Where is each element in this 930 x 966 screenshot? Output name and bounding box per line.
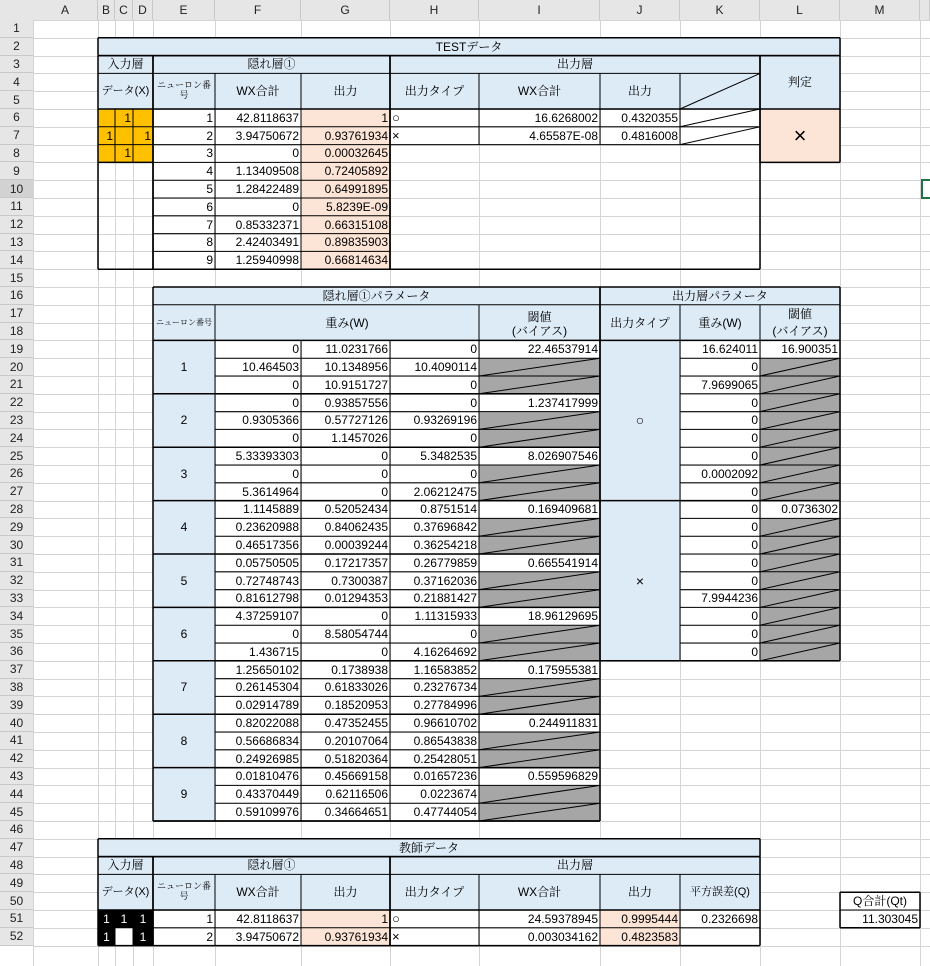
select-all-corner[interactable] bbox=[0, 0, 33, 20]
hidden-wx-sum[interactable]: 42.8118637 bbox=[236, 110, 299, 125]
teacher-input-cell[interactable]: 1 bbox=[139, 929, 147, 944]
hidden-output[interactable]: 0.66315108 bbox=[324, 217, 388, 232]
weight-cell[interactable]: 8.58054744 bbox=[324, 627, 388, 642]
hidden-output[interactable]: 0.93761934 bbox=[324, 128, 388, 143]
bias-cell[interactable]: 8.026907546 bbox=[527, 449, 598, 464]
hidden-neuron-number[interactable]: 4 bbox=[206, 164, 213, 179]
weight-cell[interactable]: 4.16264692 bbox=[413, 644, 477, 659]
teacher-input-cell[interactable]: 1 bbox=[103, 929, 110, 944]
weight-cell[interactable]: 0 bbox=[470, 342, 477, 357]
weight-cell[interactable]: 0 bbox=[381, 644, 388, 659]
weight-cell[interactable]: 0 bbox=[381, 466, 388, 481]
row-header-15[interactable]: 15 bbox=[0, 269, 33, 287]
teacher-sq-err-value[interactable]: 0.2326698 bbox=[701, 911, 758, 926]
row-header-29[interactable]: 29 bbox=[0, 518, 33, 536]
weight-cell[interactable]: 1.16583852 bbox=[413, 662, 477, 677]
weight-cell[interactable]: 0 bbox=[292, 431, 299, 446]
weight-cell[interactable]: 5.3482535 bbox=[420, 449, 477, 464]
weight-cell[interactable]: 0.86543838 bbox=[413, 733, 477, 748]
row-header-5[interactable]: 5 bbox=[0, 91, 33, 109]
teacher-hidden-wx-sum[interactable]: 42.8118637 bbox=[236, 911, 299, 926]
weight-cell[interactable]: 4.37259107 bbox=[235, 609, 299, 624]
out-weight-cell[interactable]: 0 bbox=[751, 360, 758, 375]
weight-cell[interactable]: 0.1738938 bbox=[331, 662, 388, 677]
weight-cell[interactable]: 0.62116506 bbox=[325, 787, 388, 802]
row-header-50[interactable]: 50 bbox=[0, 892, 33, 910]
hidden-output[interactable]: 0.66814634 bbox=[324, 253, 388, 268]
param-neuron-number[interactable]: 6 bbox=[180, 627, 188, 642]
bias-cell[interactable]: 22.46537914 bbox=[527, 342, 598, 357]
teacher-hidden-output[interactable]: 0.93761934 bbox=[324, 929, 388, 944]
params-bias-label-1[interactable]: 閾値 bbox=[527, 309, 552, 324]
input-cell[interactable]: 1 bbox=[124, 110, 131, 125]
row-header-47[interactable]: 47 bbox=[0, 839, 33, 857]
output-wx-sum[interactable]: 16.6268002 bbox=[534, 110, 598, 125]
weight-cell[interactable]: 0 bbox=[292, 342, 299, 357]
out-weight-cell[interactable]: 0 bbox=[751, 502, 758, 517]
out-params-bias-label-1[interactable]: 閾値 bbox=[787, 306, 812, 321]
row-header-10[interactable]: 10 bbox=[0, 180, 33, 198]
out-type-circle[interactable]: ○ bbox=[635, 412, 645, 429]
row-header-25[interactable]: 25 bbox=[0, 447, 33, 465]
out-weight-cell[interactable]: 0 bbox=[751, 449, 758, 464]
judgement-result[interactable]: × bbox=[793, 122, 807, 148]
row-header-21[interactable]: 21 bbox=[0, 376, 33, 394]
bias-empty-cell bbox=[479, 732, 600, 768]
teacher-neuron-no-label[interactable]: ニューロン番号 bbox=[156, 881, 211, 902]
output-params-title[interactable]: 出力層パラメータ bbox=[672, 288, 768, 303]
out-type-cross[interactable]: × bbox=[635, 572, 645, 589]
teacher-input-white-cell bbox=[115, 928, 133, 946]
weight-cell[interactable]: 0 bbox=[381, 449, 388, 464]
hidden-wx-sum[interactable]: 1.25940998 bbox=[235, 253, 299, 268]
weight-cell[interactable]: 0.7300387 bbox=[331, 573, 388, 588]
hidden-neuron-number[interactable]: 2 bbox=[206, 128, 213, 143]
teacher-input-cell[interactable]: 1 bbox=[120, 911, 128, 926]
column-header-a[interactable]: A bbox=[33, 0, 98, 20]
teacher-wx-sum-label[interactable]: WX合計 bbox=[236, 884, 280, 899]
row-header-11[interactable]: 11 bbox=[0, 198, 33, 216]
test-hidden-output-label[interactable]: 出力 bbox=[333, 84, 358, 99]
teacher-output-wx-sum[interactable]: 0.003034162 bbox=[527, 929, 598, 944]
weight-cell[interactable]: 0.02914789 bbox=[235, 698, 299, 713]
row-header-46[interactable]: 46 bbox=[0, 821, 33, 839]
weight-cell[interactable]: 0.34664651 bbox=[324, 805, 388, 820]
row-header-38[interactable]: 38 bbox=[0, 679, 33, 697]
weight-cell[interactable]: 0.59109976 bbox=[235, 805, 299, 820]
param-neuron-number[interactable]: 4 bbox=[180, 520, 188, 535]
weight-cell[interactable]: 1.11315933 bbox=[414, 609, 477, 624]
weight-cell[interactable]: 0 bbox=[470, 395, 477, 410]
weight-cell[interactable]: 0.17217357 bbox=[324, 555, 388, 570]
weight-cell[interactable]: 1.1145889 bbox=[243, 502, 299, 517]
hidden-wx-sum[interactable]: 1.13409508 bbox=[235, 164, 299, 179]
row-header-52[interactable]: 52 bbox=[0, 928, 33, 946]
row-header-34[interactable]: 34 bbox=[0, 607, 33, 625]
row-header-14[interactable]: 14 bbox=[0, 251, 33, 269]
out-weight-cell[interactable]: 0.0002092 bbox=[701, 466, 758, 481]
out-params-type-label[interactable]: 出力タイプ bbox=[610, 315, 670, 330]
q-total-label[interactable]: Q合計(Qt) bbox=[853, 894, 907, 909]
row-header-33[interactable]: 33 bbox=[0, 590, 33, 608]
row-header-35[interactable]: 35 bbox=[0, 625, 33, 643]
row-header-27[interactable]: 27 bbox=[0, 483, 33, 501]
row-header-19[interactable]: 19 bbox=[0, 340, 33, 358]
teacher-sq-err-label[interactable]: 平方誤差(Q) bbox=[690, 885, 750, 898]
weight-cell[interactable]: 1.1457026 bbox=[331, 431, 388, 446]
weight-cell[interactable]: 0 bbox=[292, 377, 299, 392]
weight-cell[interactable]: 0.23620988 bbox=[235, 520, 299, 535]
param-neuron-number[interactable]: 1 bbox=[180, 360, 188, 375]
weight-cell[interactable]: 0.46517356 bbox=[235, 538, 299, 553]
row-header-51[interactable]: 51 bbox=[0, 910, 33, 928]
teacher-output-type-symbol[interactable]: ○ bbox=[392, 911, 400, 927]
column-header-c[interactable]: C bbox=[115, 0, 133, 20]
teacher-hidden-layer-label[interactable]: 隠れ層① bbox=[247, 858, 296, 873]
weight-cell[interactable]: 0.27784996 bbox=[413, 698, 477, 713]
out-weight-cell[interactable]: 0 bbox=[751, 609, 758, 624]
row-header-3[interactable]: 3 bbox=[0, 56, 33, 74]
bias-cell[interactable]: 0.169409681 bbox=[527, 502, 598, 517]
hidden-neuron-number[interactable]: 8 bbox=[206, 235, 213, 250]
weight-cell[interactable]: 10.9151727 bbox=[324, 377, 388, 392]
hidden-wx-sum[interactable]: 0.85332371 bbox=[235, 217, 299, 232]
out-params-weights-label[interactable]: 重み(W) bbox=[698, 315, 742, 330]
row-header-18[interactable]: 18 bbox=[0, 323, 33, 341]
row-header-31[interactable]: 31 bbox=[0, 554, 33, 572]
bias-cell[interactable]: 0.559596829 bbox=[527, 769, 598, 784]
column-header-k[interactable]: K bbox=[680, 0, 760, 20]
row-header-39[interactable]: 39 bbox=[0, 696, 33, 714]
weight-cell[interactable]: 10.464503 bbox=[242, 360, 299, 375]
hidden-output[interactable]: 0.89835903 bbox=[324, 235, 388, 250]
weight-cell[interactable]: 0.00039244 bbox=[324, 538, 388, 553]
weight-cell[interactable]: 10.4090114 bbox=[414, 360, 477, 375]
teacher-hidden-output[interactable]: 1 bbox=[381, 911, 388, 926]
hidden-neuron-number[interactable]: 6 bbox=[206, 199, 213, 214]
out-weight-cell[interactable]: 0 bbox=[751, 538, 758, 553]
row-header-23[interactable]: 23 bbox=[0, 412, 33, 430]
weight-cell[interactable]: 0.23276734 bbox=[413, 680, 477, 695]
weight-cell[interactable]: 1.436715 bbox=[248, 644, 299, 659]
hidden-neuron-number[interactable]: 9 bbox=[206, 253, 213, 268]
param-neuron-number[interactable]: 8 bbox=[180, 733, 188, 748]
out-bias-cell[interactable]: 16.900351 bbox=[781, 342, 838, 357]
weight-cell[interactable]: 0.26779859 bbox=[413, 555, 477, 570]
input-cell[interactable]: 1 bbox=[106, 128, 113, 143]
weight-cell[interactable]: 2.06212475 bbox=[413, 484, 477, 499]
out-weight-cell[interactable]: 16.624011 bbox=[702, 342, 758, 357]
test-output-type-label[interactable]: 出力タイプ bbox=[404, 84, 465, 99]
gridline-horizontal bbox=[33, 20, 930, 21]
teacher-output-type-symbol[interactable]: × bbox=[392, 929, 400, 945]
weight-cell[interactable]: 0 bbox=[470, 627, 477, 642]
weight-cell[interactable]: 0.93269196 bbox=[413, 413, 477, 428]
weight-cell[interactable]: 0.96610702 bbox=[413, 716, 477, 731]
weight-cell[interactable]: 0.0223674 bbox=[420, 787, 477, 802]
out-weight-cell[interactable]: 0 bbox=[751, 644, 758, 659]
row-header-43[interactable]: 43 bbox=[0, 768, 33, 786]
row-header-12[interactable]: 12 bbox=[0, 216, 33, 234]
row-header-42[interactable]: 42 bbox=[0, 750, 33, 768]
weight-cell[interactable]: 0.18520953 bbox=[324, 698, 388, 713]
param-neuron-number[interactable]: 9 bbox=[180, 787, 188, 802]
weight-cell[interactable]: 0.45669158 bbox=[324, 769, 388, 784]
row-header-20[interactable]: 20 bbox=[0, 358, 33, 376]
row-header-45[interactable]: 45 bbox=[0, 803, 33, 821]
weight-cell[interactable]: 0.61833026 bbox=[324, 680, 388, 695]
hidden-output[interactable]: 5.8239E-09 bbox=[325, 199, 388, 214]
teacher-output-wx-label[interactable]: WX合計 bbox=[517, 885, 562, 900]
hidden-output[interactable]: 1 bbox=[381, 110, 388, 125]
bias-cell[interactable]: 18.96129695 bbox=[527, 609, 598, 624]
test-wx-sum-label[interactable]: WX合計 bbox=[236, 83, 280, 98]
param-neuron-number[interactable]: 5 bbox=[180, 573, 188, 588]
hidden-neuron-number[interactable]: 1 bbox=[206, 110, 213, 125]
column-header-i[interactable]: I bbox=[479, 0, 600, 20]
hidden-wx-sum[interactable]: 2.42403491 bbox=[235, 235, 299, 250]
input-cell[interactable]: 1 bbox=[124, 146, 131, 161]
weight-cell[interactable]: 0 bbox=[292, 627, 299, 642]
test-judgement-label[interactable]: 判定 bbox=[787, 75, 812, 90]
teacher-output-layer-label[interactable]: 出力層 bbox=[556, 858, 593, 873]
hidden-output[interactable]: 0.00032645 bbox=[324, 146, 388, 161]
weight-cell[interactable]: 0.01810476 bbox=[235, 769, 299, 784]
teacher-input-cell[interactable]: 1 bbox=[139, 911, 147, 926]
row-header-48[interactable]: 48 bbox=[0, 857, 33, 875]
bias-empty-cell bbox=[479, 358, 600, 394]
output-value[interactable]: 0.4320355 bbox=[621, 110, 678, 125]
column-header-b[interactable]: B bbox=[98, 0, 115, 20]
test-title[interactable]: TESTデータ bbox=[435, 39, 503, 54]
teacher-hidden-output-label[interactable]: 出力 bbox=[333, 885, 358, 900]
row-header-4[interactable]: 4 bbox=[0, 73, 33, 91]
bias-empty-cell bbox=[479, 679, 600, 715]
teacher-hidden-neuron-number[interactable]: 1 bbox=[206, 911, 213, 926]
gridline-horizontal bbox=[33, 946, 930, 947]
weight-cell[interactable]: 0.24926985 bbox=[235, 751, 299, 766]
weight-cell[interactable]: 1.25650102 bbox=[235, 662, 299, 677]
weight-cell[interactable]: 0.43370449 bbox=[235, 787, 299, 802]
row-header-44[interactable]: 44 bbox=[0, 785, 33, 803]
column-header-g[interactable]: G bbox=[301, 0, 390, 20]
hidden-wx-sum[interactable]: 0 bbox=[292, 199, 299, 214]
weight-cell[interactable]: 0.37162036 bbox=[413, 573, 477, 588]
row-header-7[interactable]: 7 bbox=[0, 127, 33, 145]
teacher-data-x-label[interactable]: データ(X) bbox=[101, 885, 150, 898]
out-weight-cell[interactable]: 0 bbox=[751, 413, 758, 428]
weight-cell[interactable]: 0.9305366 bbox=[242, 413, 299, 428]
q-total-value[interactable]: 11.303045 bbox=[862, 911, 918, 926]
row-header-1[interactable]: 1 bbox=[0, 20, 33, 38]
param-neuron-number[interactable]: 3 bbox=[180, 466, 188, 481]
params-neuron-no-label[interactable]: ニューロン番号 bbox=[156, 317, 212, 327]
weight-cell[interactable]: 0.93857556 bbox=[324, 395, 388, 410]
weight-cell[interactable]: 0.37696842 bbox=[413, 520, 477, 535]
out-weight-cell[interactable]: 0 bbox=[751, 573, 758, 588]
weight-cell[interactable]: 0 bbox=[292, 395, 299, 410]
output-type-symbol[interactable]: ○ bbox=[392, 110, 400, 126]
out-weight-cell[interactable]: 0 bbox=[751, 431, 758, 446]
row-header-49[interactable]: 49 bbox=[0, 874, 33, 892]
row-header-22[interactable]: 22 bbox=[0, 394, 33, 412]
row-header-6[interactable]: 6 bbox=[0, 109, 33, 127]
param-neuron-number[interactable]: 2 bbox=[180, 413, 188, 428]
teacher-output-value[interactable]: 0.4823583 bbox=[621, 929, 678, 944]
row-header-13[interactable]: 13 bbox=[0, 234, 33, 252]
out-bias-cell[interactable]: 0.0736302 bbox=[781, 502, 838, 517]
hidden-output[interactable]: 0.72405892 bbox=[324, 164, 388, 179]
test-output-label[interactable]: 出力 bbox=[627, 84, 652, 99]
hidden-wx-sum[interactable]: 1.28422489 bbox=[235, 182, 299, 197]
bias-empty-cell bbox=[479, 572, 600, 608]
row-header-30[interactable]: 30 bbox=[0, 536, 33, 554]
weight-cell[interactable]: 0.56686834 bbox=[235, 733, 299, 748]
output-value[interactable]: 0.4816008 bbox=[621, 128, 678, 143]
out-weight-cell[interactable]: 0 bbox=[751, 627, 758, 642]
weight-cell[interactable]: 11.0231766 bbox=[325, 342, 388, 357]
bias-empty-cell bbox=[479, 785, 600, 821]
out-weight-cell[interactable]: 0 bbox=[751, 520, 758, 535]
out-weight-cell[interactable]: 7.9699065 bbox=[701, 377, 758, 392]
hidden-params-title[interactable]: 隠れ層①パラメータ bbox=[322, 288, 431, 303]
teacher-output-label[interactable]: 出力 bbox=[627, 885, 652, 900]
weight-cell[interactable]: 0 bbox=[381, 484, 388, 499]
column-header-m[interactable]: M bbox=[840, 0, 920, 20]
out-weight-cell[interactable]: 0 bbox=[751, 395, 758, 410]
weight-cell[interactable]: 0 bbox=[381, 609, 388, 624]
column-header-e[interactable]: E bbox=[153, 0, 215, 20]
params-bias-label-2[interactable]: (バイアス) bbox=[511, 324, 568, 339]
test-data-x-label[interactable]: データ(X) bbox=[101, 84, 150, 97]
row-header-40[interactable]: 40 bbox=[0, 714, 33, 732]
test-input-layer-label[interactable]: 入力層 bbox=[107, 57, 144, 72]
input-cell[interactable]: 1 bbox=[144, 128, 151, 143]
teacher-output-wx-sum[interactable]: 24.59378945 bbox=[527, 911, 598, 926]
gridline-horizontal bbox=[33, 821, 930, 822]
weight-cell[interactable]: 0 bbox=[292, 466, 299, 481]
weight-cell[interactable]: 5.33393303 bbox=[235, 449, 299, 464]
teacher-input-cell[interactable]: 1 bbox=[103, 911, 110, 926]
row-header-36[interactable]: 36 bbox=[0, 643, 33, 661]
teacher-output-value[interactable]: 0.9995444 bbox=[621, 911, 678, 926]
test-hidden-layer-label[interactable]: 隠れ層① bbox=[247, 57, 296, 72]
row-header-16[interactable]: 16 bbox=[0, 287, 33, 305]
weight-cell[interactable]: 0.36254218 bbox=[413, 538, 477, 553]
selected-cell-indicator[interactable] bbox=[921, 179, 930, 199]
weight-cell[interactable]: 0.52052434 bbox=[324, 502, 388, 517]
column-header-j[interactable]: J bbox=[600, 0, 680, 20]
row-header-8[interactable]: 8 bbox=[0, 145, 33, 163]
weight-cell[interactable]: 0.72748743 bbox=[235, 573, 299, 588]
weight-cell[interactable]: 0.05750505 bbox=[235, 555, 299, 570]
test-output-wx-label[interactable]: WX合計 bbox=[517, 84, 562, 99]
output-wx-sum[interactable]: 4.65587E-08 bbox=[529, 128, 598, 143]
gridline-horizontal bbox=[33, 269, 930, 270]
hidden-neuron-number[interactable]: 5 bbox=[206, 182, 213, 197]
bias-cell[interactable]: 0.175955381 bbox=[527, 662, 598, 677]
teacher-title[interactable]: 教師データ bbox=[398, 840, 459, 855]
teacher-hidden-wx-sum[interactable]: 3.94750672 bbox=[235, 929, 299, 944]
out-params-bias-label-2[interactable]: (バイアス) bbox=[772, 324, 828, 339]
weight-cell[interactable]: 0 bbox=[470, 377, 477, 392]
out-bias-empty-cell bbox=[760, 518, 840, 660]
out-weight-cell[interactable]: 0 bbox=[751, 484, 758, 499]
row-header-17[interactable]: 17 bbox=[0, 305, 33, 323]
weight-cell[interactable]: 0.26145304 bbox=[235, 680, 299, 695]
bias-cell[interactable]: 1.237417999 bbox=[527, 395, 598, 410]
row-header-9[interactable]: 9 bbox=[0, 162, 33, 180]
hidden-output[interactable]: 0.64991895 bbox=[324, 182, 388, 197]
out-weight-cell[interactable]: 7.9944236 bbox=[701, 591, 758, 606]
weight-cell[interactable]: 5.3614964 bbox=[242, 484, 299, 499]
weight-cell[interactable]: 0.01657236 bbox=[413, 769, 477, 784]
out-weight-cell[interactable]: 0 bbox=[751, 555, 758, 570]
hidden-wx-sum[interactable]: 3.94750672 bbox=[235, 128, 299, 143]
column-header-f[interactable]: F bbox=[215, 0, 301, 20]
weight-cell[interactable]: 0.81612798 bbox=[235, 591, 299, 606]
weight-cell[interactable]: 0.21881427 bbox=[413, 591, 477, 606]
teacher-input-layer-label[interactable]: 入力層 bbox=[107, 858, 144, 873]
column-header-blank bbox=[920, 0, 930, 20]
column-header-d[interactable]: D bbox=[133, 0, 153, 20]
weight-cell[interactable]: 0.20107064 bbox=[324, 733, 388, 748]
bias-empty-cell bbox=[479, 465, 600, 501]
row-header-28[interactable]: 28 bbox=[0, 501, 33, 519]
weight-cell[interactable]: 0 bbox=[470, 466, 477, 481]
weight-cell[interactable]: 0.82022088 bbox=[235, 716, 299, 731]
weight-cell[interactable]: 0.47352455 bbox=[324, 716, 388, 731]
row-header-2[interactable]: 2 bbox=[0, 38, 33, 56]
row-header-37[interactable]: 37 bbox=[0, 661, 33, 679]
bias-cell[interactable]: 0.244911831 bbox=[528, 716, 598, 731]
weight-cell[interactable]: 0 bbox=[470, 431, 477, 446]
teacher-output-type-label[interactable]: 出力タイプ bbox=[404, 885, 465, 900]
hidden-wx-sum[interactable]: 0 bbox=[292, 146, 299, 161]
weight-cell[interactable]: 10.1348956 bbox=[324, 360, 388, 375]
bias-cell[interactable]: 0.665541914 bbox=[527, 555, 598, 570]
weight-cell[interactable]: 0.8751514 bbox=[420, 502, 477, 517]
bias-empty-cell bbox=[479, 625, 600, 661]
row-header-32[interactable]: 32 bbox=[0, 572, 33, 590]
row-header-26[interactable]: 26 bbox=[0, 465, 33, 483]
weight-cell[interactable]: 0.51820364 bbox=[324, 751, 388, 766]
bias-empty-cell bbox=[479, 412, 600, 448]
weight-cell[interactable]: 0.25428051 bbox=[413, 751, 477, 766]
column-header-h[interactable]: H bbox=[390, 0, 479, 20]
weight-cell[interactable]: 0.01294353 bbox=[324, 591, 388, 606]
test-neuron-no-label[interactable]: ニューロン番号 bbox=[156, 80, 211, 101]
row-header-24[interactable]: 24 bbox=[0, 429, 33, 447]
bias-empty-cell bbox=[479, 518, 600, 554]
hidden-neuron-number[interactable]: 7 bbox=[206, 217, 213, 232]
output-type-symbol[interactable]: × bbox=[392, 128, 400, 144]
weight-cell[interactable]: 0.57727126 bbox=[324, 413, 388, 428]
row-header-41[interactable]: 41 bbox=[0, 732, 33, 750]
weight-cell[interactable]: 0.47744054 bbox=[413, 805, 477, 820]
param-neuron-number[interactable]: 7 bbox=[180, 680, 188, 695]
teacher-hidden-neuron-number[interactable]: 2 bbox=[206, 929, 213, 944]
hidden-neuron-number[interactable]: 3 bbox=[206, 146, 213, 161]
weight-cell[interactable]: 0.84062435 bbox=[324, 520, 388, 535]
column-header-l[interactable]: L bbox=[760, 0, 840, 20]
test-output-layer-label[interactable]: 出力層 bbox=[556, 57, 593, 72]
out-bias-empty-cell bbox=[760, 358, 840, 500]
params-weights-label[interactable]: 重み(W) bbox=[325, 315, 369, 330]
